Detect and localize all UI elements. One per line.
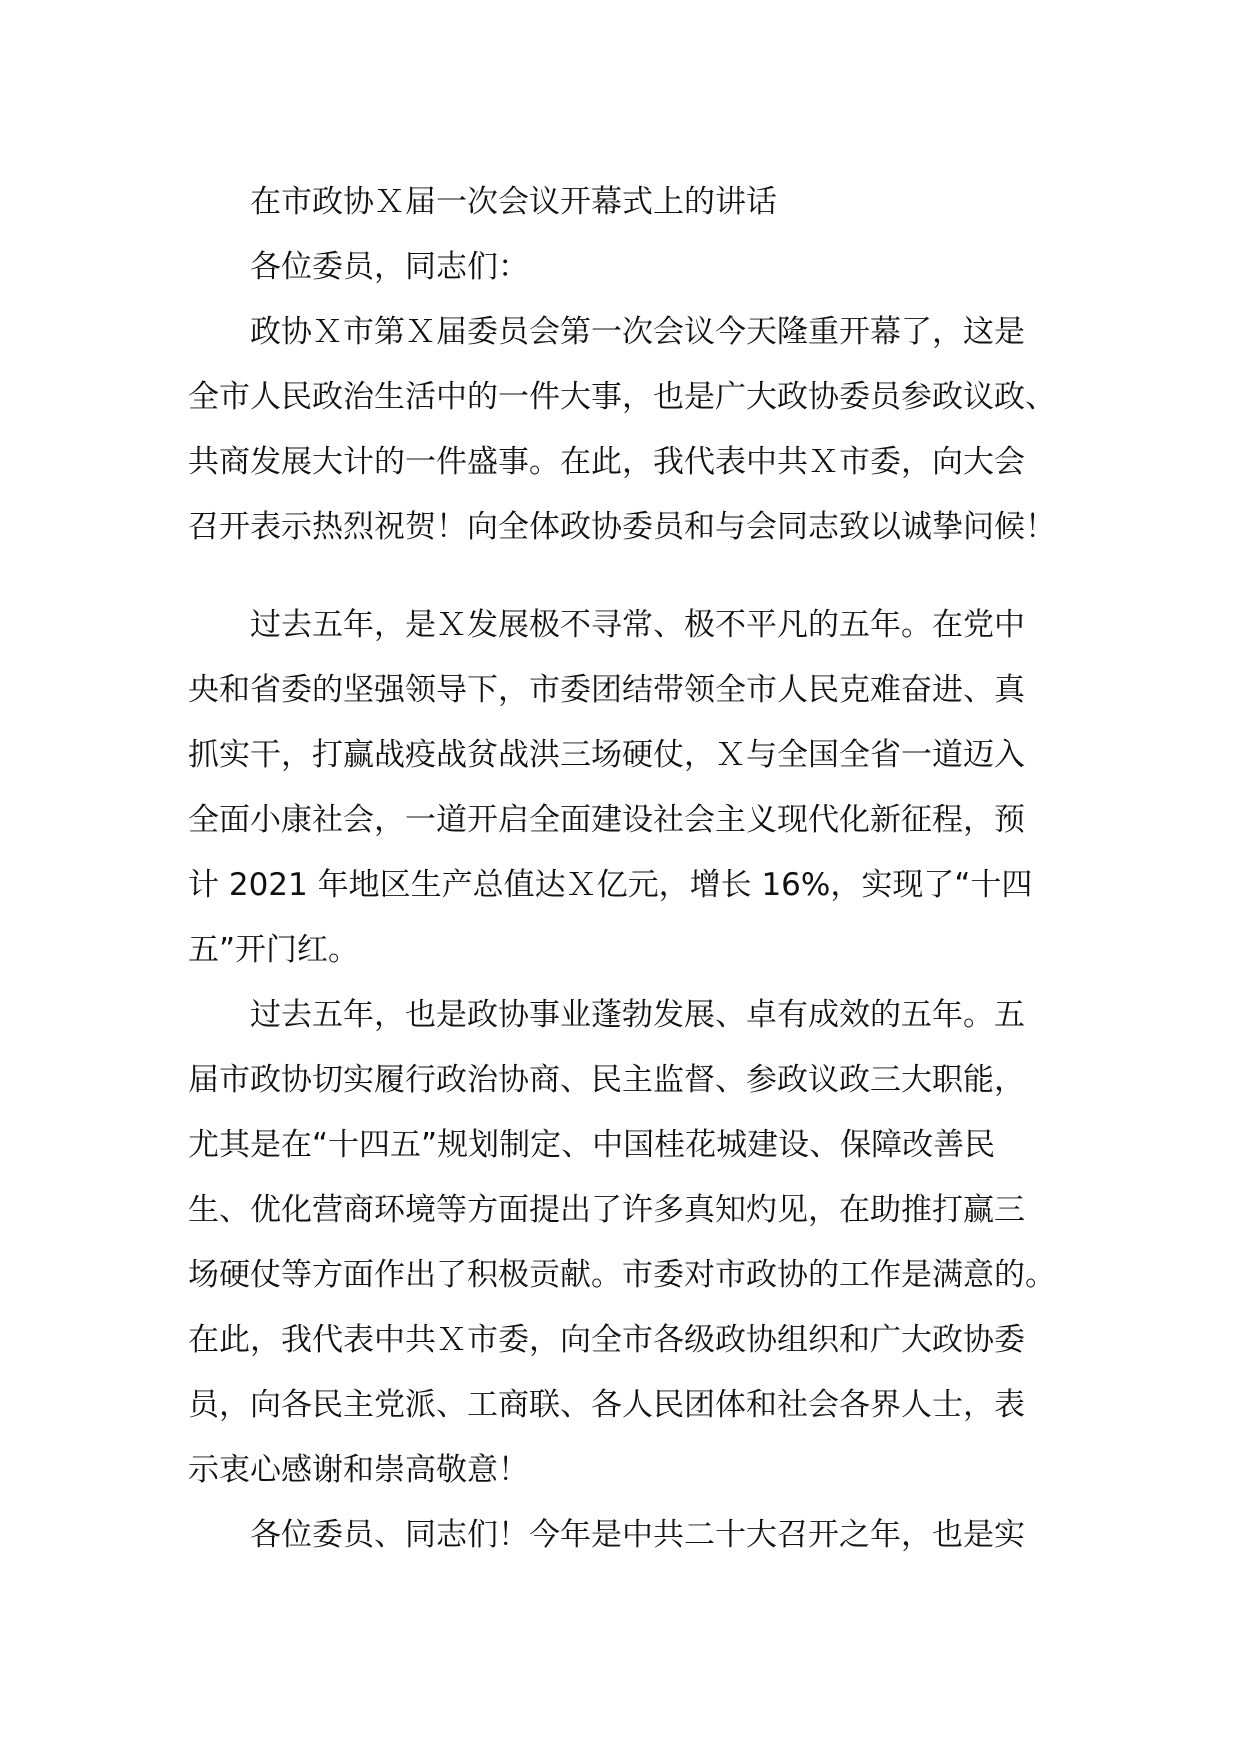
paragraph-line: 过去五年，是Ｘ发展极不寻常、极不平凡的五年。在党中 bbox=[250, 607, 1025, 643]
paragraph-line: 五”开门红。 bbox=[188, 932, 360, 968]
document-body bbox=[188, 170, 1088, 1568]
paragraph-line: 央和省委的坚强领导下，市委团结带领全市人民克难奋进、真 bbox=[188, 672, 1025, 708]
paragraph-line: 场硬仗等方面作出了积极贡献。市委对市政协的工作是满意的。 bbox=[188, 1257, 1056, 1293]
paragraph-line: 尤其是在“十四五”规划制定、中国桂花城建设、保障改善民 bbox=[188, 1127, 996, 1163]
paragraph-line: 全面小康社会，一道开启全面建设社会主义现代化新征程，预 bbox=[188, 802, 1025, 838]
paragraph-line: 在此，我代表中共Ｘ市委，向全市各级政协组织和广大政协委 bbox=[188, 1322, 1025, 1358]
paragraph-3 bbox=[188, 983, 1088, 1503]
paragraph-line: 届市政协切实履行政治协商、民主监督、参政议政三大职能， bbox=[188, 1062, 1025, 1098]
paragraph-line: 计 2021 年地区生产总值达Ｘ亿元，增长 16%，实现了“十四 bbox=[188, 867, 1033, 903]
paragraph-line: 召开表示热烈祝贺！向全体政协委员和与会同志致以诚挚问候！ bbox=[188, 509, 1056, 545]
paragraph-line: 示衷心感谢和崇高敬意！ bbox=[188, 1452, 529, 1488]
paragraph-line: 过去五年，也是政协事业蓬勃发展、卓有成效的五年。五 bbox=[250, 997, 1025, 1033]
paragraph-line: 员，向各民主党派、工商联、各人民团体和社会各界人士，表 bbox=[188, 1387, 1025, 1423]
paragraph-line: 生、优化营商环境等方面提出了许多真知灼见，在助推打赢三 bbox=[188, 1192, 1025, 1228]
paragraph-line: 全市人民政治生活中的一件大事，也是广大政协委员参政议政、 bbox=[188, 379, 1056, 415]
paragraph-2 bbox=[188, 593, 1088, 983]
paragraph-1 bbox=[188, 300, 1088, 560]
paragraph-line: 各位委员、同志们！今年是中共二十大召开之年，也是实 bbox=[250, 1517, 1025, 1553]
salutation: 各位委员，同志们： bbox=[250, 249, 529, 285]
document-title: 在市政协Ｘ届一次会议开幕式上的讲话 bbox=[250, 184, 777, 220]
paragraph-line: 政协Ｘ市第Ｘ届委员会第一次会议今天隆重开幕了，这是 bbox=[250, 314, 1025, 350]
paragraph-line: 抓实干，打赢战疫战贫战洪三场硬仗，Ｘ与全国全省一道迈入 bbox=[188, 737, 1025, 773]
paragraph-line: 共商发展大计的一件盛事。在此，我代表中共Ｘ市委，向大会 bbox=[188, 444, 1025, 480]
paragraph-4 bbox=[188, 1503, 1088, 1568]
